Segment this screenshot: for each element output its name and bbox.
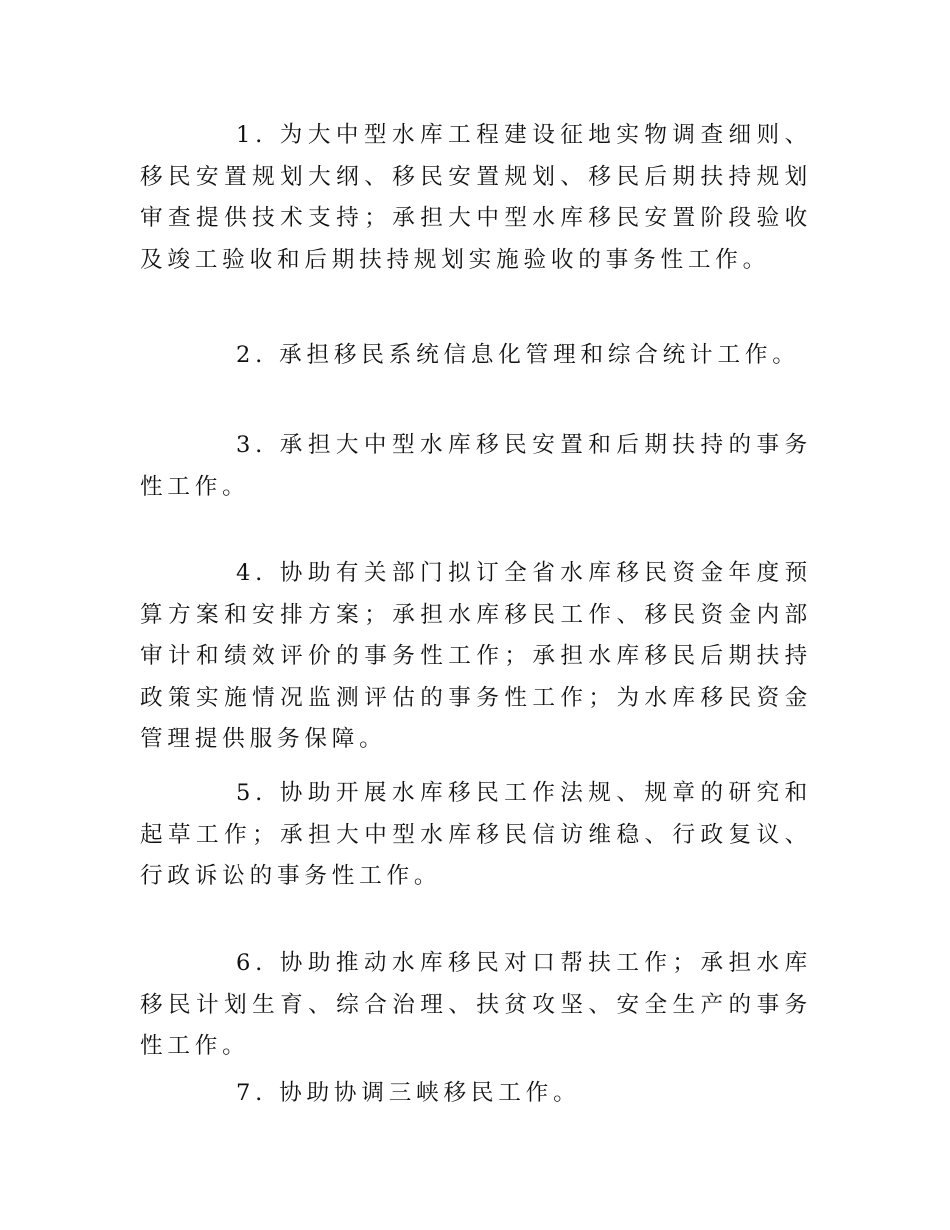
duty-paragraph-3: 3. 承担大中型水库移民安置和后期扶持的事务性工作。 bbox=[140, 432, 812, 500]
duty-paragraph-2: 2. 承担移民系统信息化管理和综合统计工作。 bbox=[236, 342, 800, 368]
duty-paragraph-4: 4. 协助有关部门拟订全省水库移民资金年度预算方案和安排方案；承担水库移民工作、移民资金内部审计和绩效评价的事务性工作；承担水库移民后期扶持政策实施情况监测评估的事务性工作；为水库移民资金管理提供服务保障。 bbox=[140, 560, 812, 752]
duty-paragraph-7: 7. 协助协调三峡移民工作。 bbox=[236, 1080, 581, 1106]
duty-paragraph-5: 5. 协助开展水库移民工作法规、规章的研究和起草工作；承担大中型水库移民信访维稳、行政复议、行政诉讼的事务性工作。 bbox=[140, 780, 812, 889]
duty-paragraph-6: 6. 协助推动水库移民对口帮扶工作；承担水库移民计划生育、综合治理、扶贫攻坚、安全生产的事务性工作。 bbox=[140, 950, 812, 1059]
duty-paragraph-1: 1. 为大中型水库工程建设征地实物调查细则、移民安置规划大纲、移民安置规划、移民后期扶持规划审查提供技术支持；承担大中型水库移民安置阶段验收及竣工验收和后期扶持规划实施验收的事务性工作。 bbox=[140, 122, 812, 273]
